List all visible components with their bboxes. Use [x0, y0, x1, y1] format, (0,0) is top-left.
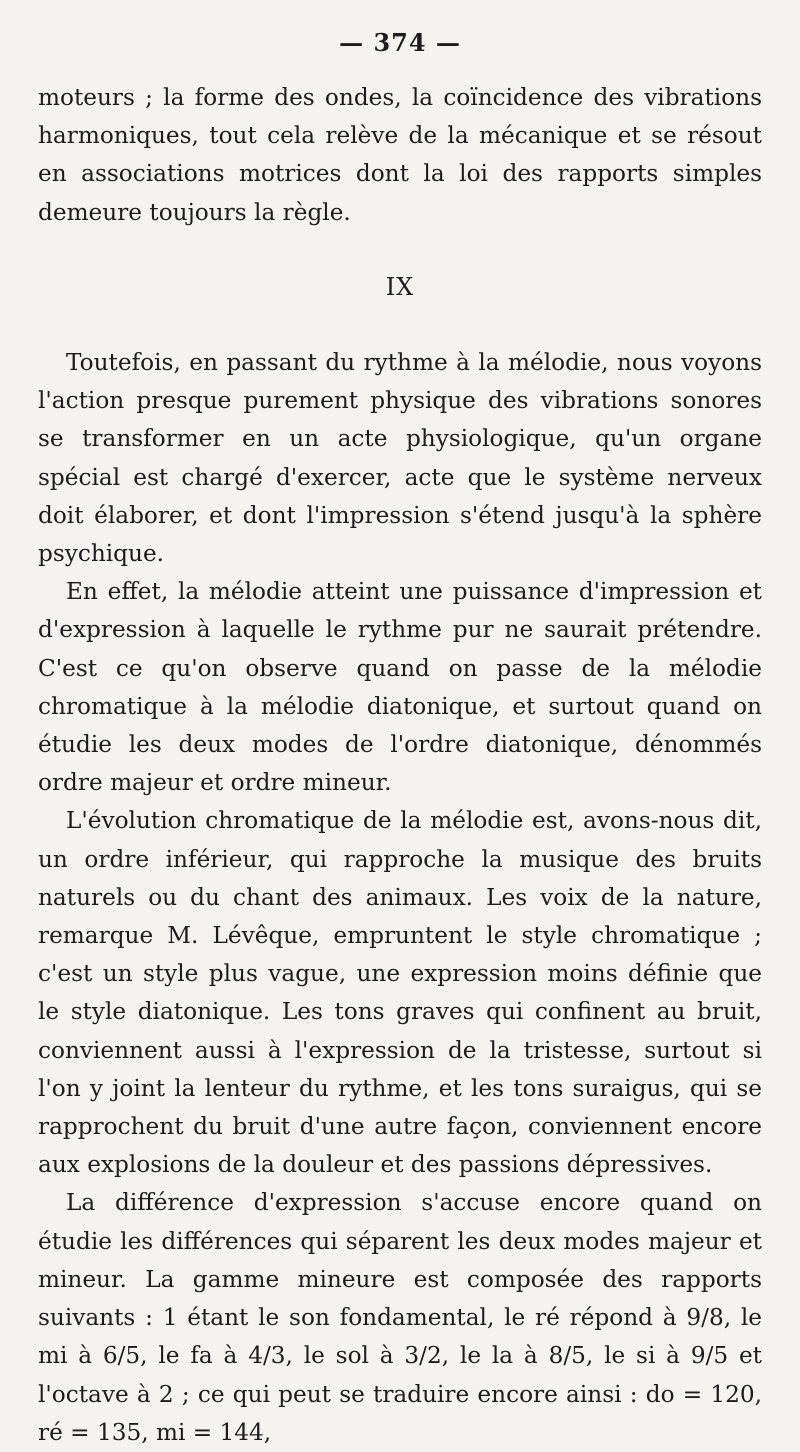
- paragraph: L'évolution chromatique de la mélodie est, avons-nous dit, un ordre inférieur, qui rapproche la musique des bruits naturels ou du chant des animaux. Les voix de la nature, remarque M. Lévêque, empruntent le style chromatique ; c'est un style plus vague, une expression moins définie que le style diatonique. Les tons graves qui confinent au bruit, conviennent aussi à l'expression de la tristesse, surtout si l'on y joint la lenteur du rythme, et les tons suraigus, qui se rapprochent du bruit d'une autre façon, conviennent encore aux explosions de la douleur et des passions dépressives.: [38, 807, 762, 1179]
- section-heading: IX: [385, 272, 415, 301]
- paragraph: La différence d'expression s'accuse encore quand on étudie les différences qui séparent les deux modes majeur et mineur. La gamme mineure est composée des rapports suivants : 1 étant le son fondamental, le ré répond à 9/8, le mi à 6/5, le fa à 4/3, le sol à 3/2, le la à 8/5, le si à 9/5 et l'octave à 2 ; ce qui peut se traduire encore ainsi : do = 120, ré = 135, mi = 144,: [38, 1189, 762, 1446]
- paragraph: En effet, la mélodie atteint une puissance d'impression et d'expression à laquelle le rythme pur ne saurait prétendre. C'est ce qu'on observe quand on passe de la mélodie chromatique à la mélodie diatonique, et surtout quand on étudie les deux modes de l'ordre diatonique, dénommés ordre majeur et ordre mineur.: [38, 578, 762, 797]
- paragraph-continued: moteurs ; la forme des ondes, la coïncidence des vibrations harmoniques, tout cela relève de la mécanique et se résout en associations motrices dont la loi des rapports simples demeure toujours la règle.: [38, 84, 762, 226]
- page-number: — 374 —: [339, 28, 461, 57]
- page-body: [38, 79, 762, 1452]
- paragraph: Toutefois, en passant du rythme à la mélodie, nous voyons l'action presque purement physique des vibrations sonores se transformer en un acte physiologique, qu'un organe spécial est chargé d'exercer, acte que le système nerveux doit élaborer, et dont l'impression s'étend jusqu'à la sphère psychique.: [38, 349, 762, 568]
